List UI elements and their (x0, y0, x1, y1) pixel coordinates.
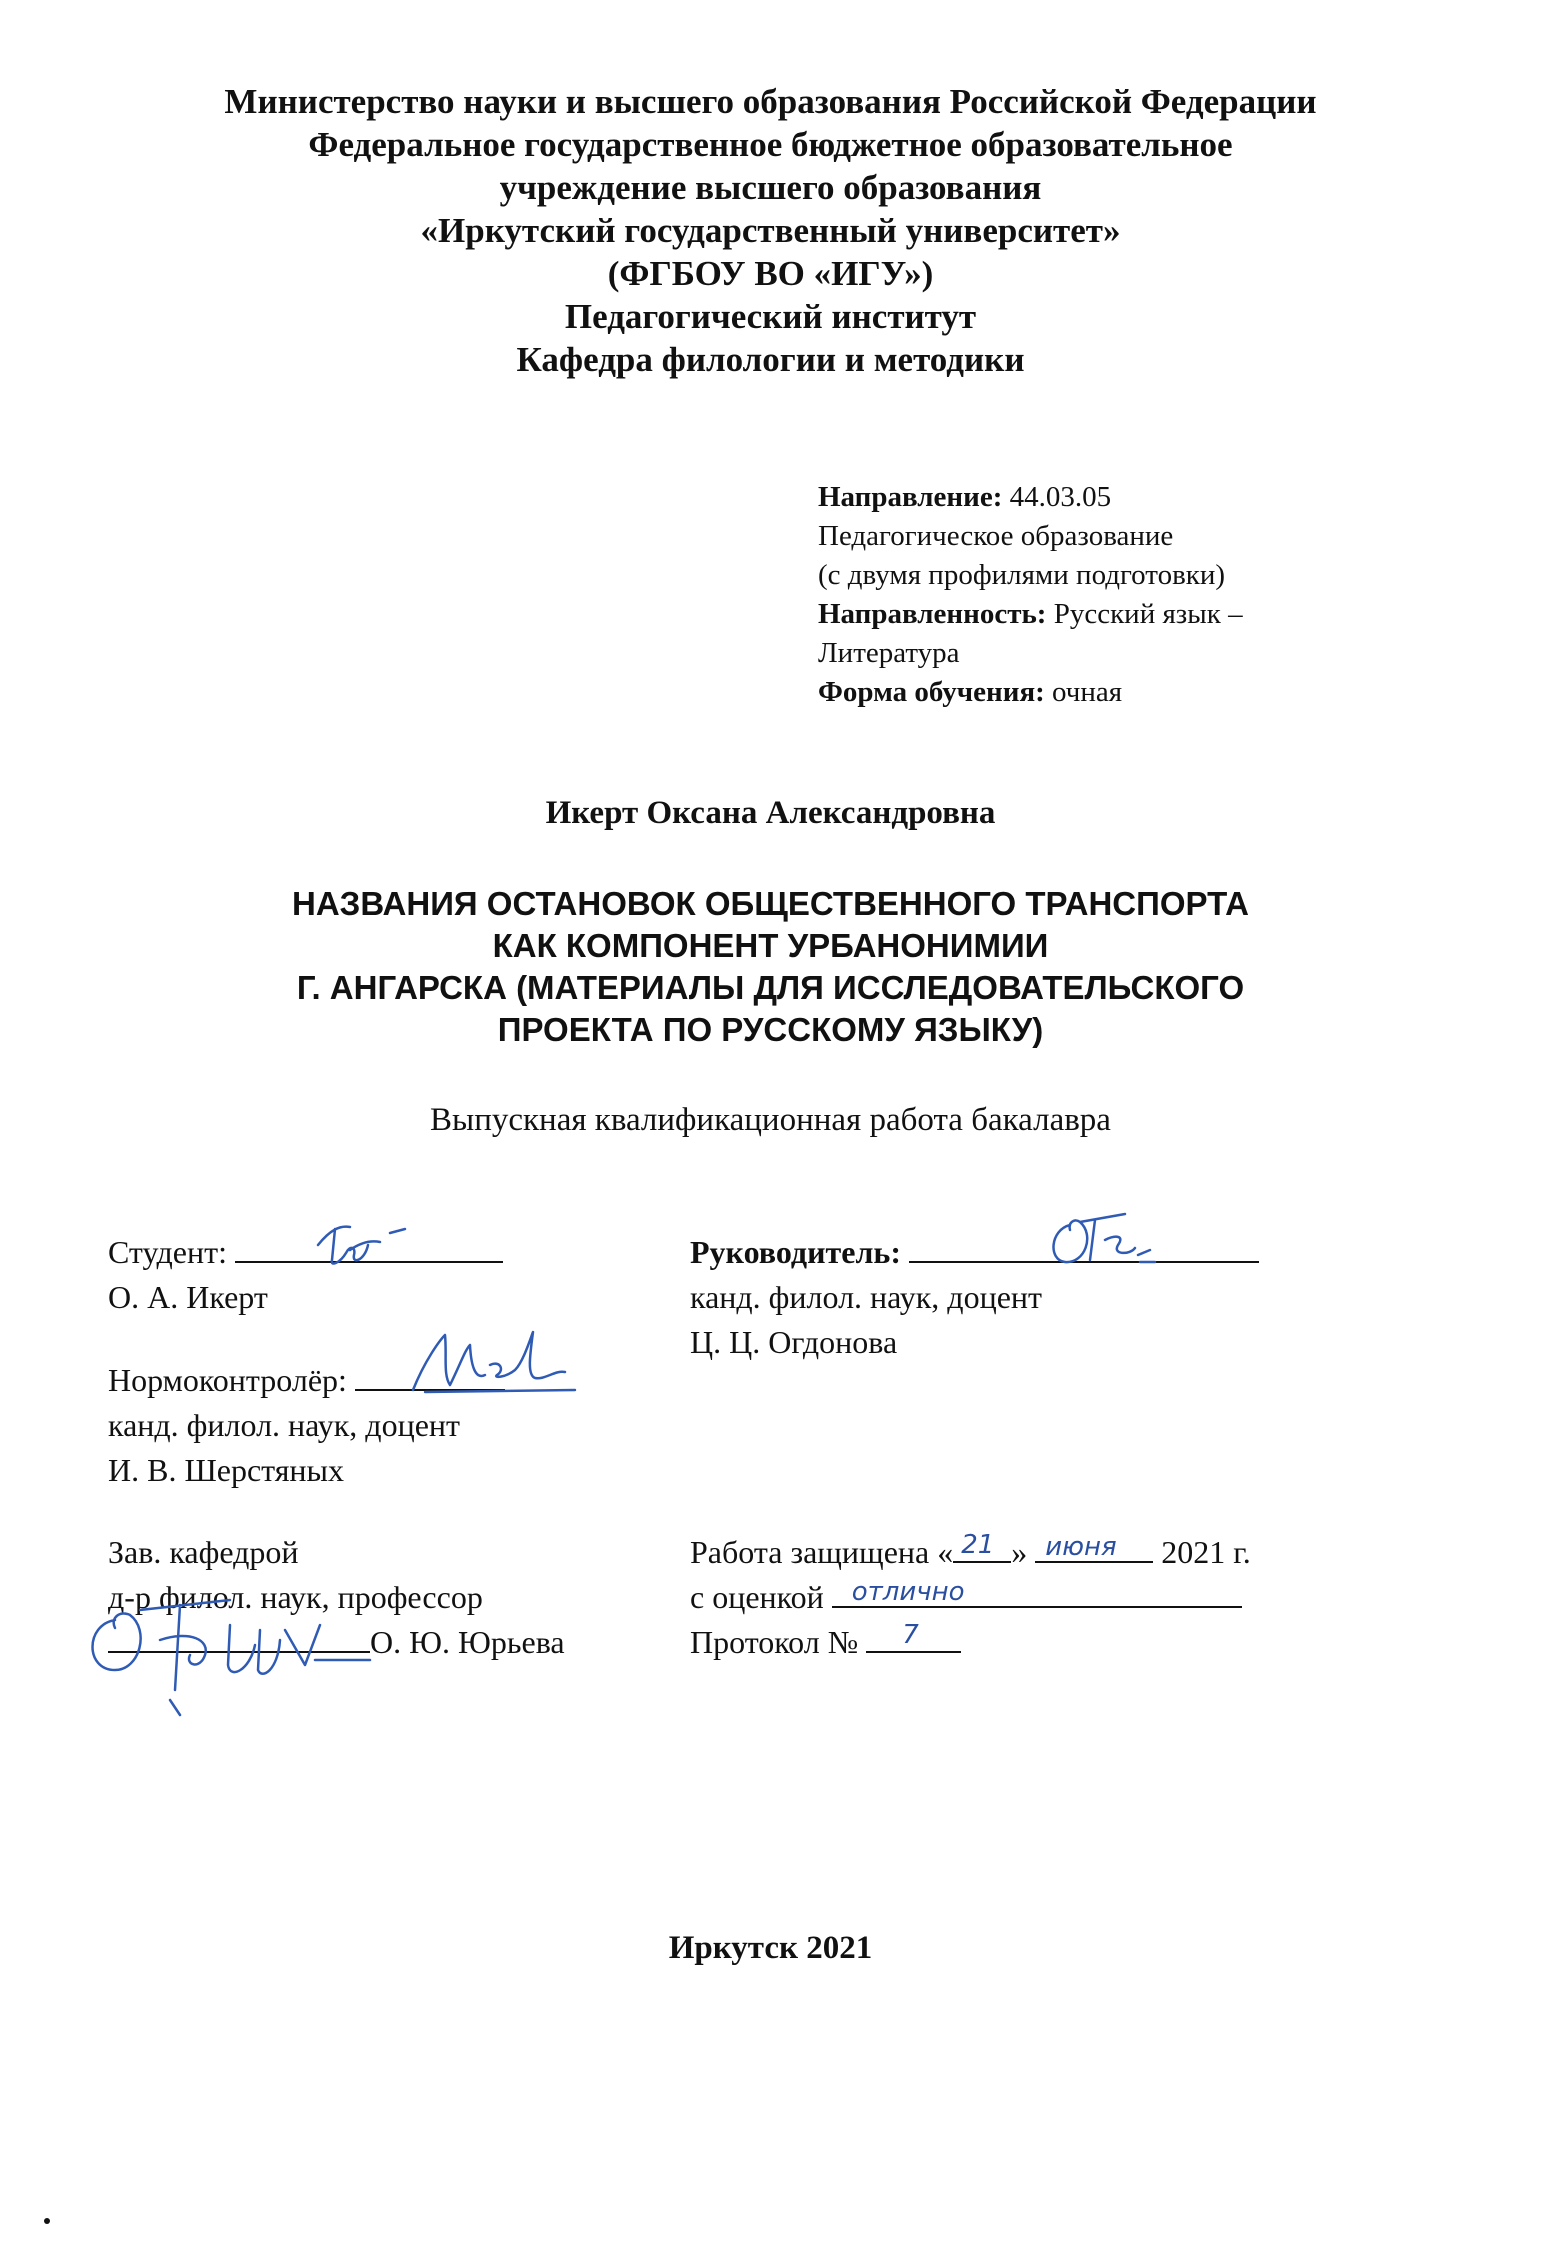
normcontroller-name: И. В. Шерстяных (108, 1452, 345, 1488)
focus-label: Направленность: (818, 598, 1047, 630)
head-degree: д-р филол. наук, профессор (108, 1579, 483, 1615)
grade-label: с оценкой (690, 1579, 824, 1615)
header-line: учреждение высшего образования (499, 168, 1042, 207)
defense-year: 2021 г. (1161, 1534, 1251, 1570)
header-line: «Иркутский государственный университет» (420, 211, 1121, 250)
student-label: Студент: (108, 1234, 227, 1270)
direction-code: 44.03.05 (1009, 481, 1112, 513)
defense-quote: » (1011, 1534, 1028, 1570)
protocol-line (866, 1621, 961, 1653)
defense-month: июня (1045, 1532, 1117, 1562)
protocol-label: Протокол № (690, 1624, 859, 1660)
student-signature (310, 1215, 420, 1275)
title-line: Г. АНГАРСКА (МАТЕРИАЛЫ ДЛЯ ИССЛЕДОВАТЕЛЬСКОГО (296, 969, 1245, 1006)
title-line: НАЗВАНИЯ ОСТАНОВОК ОБЩЕСТВЕННОГО ТРАНСПОРТА (292, 885, 1249, 922)
focus-value: Русский язык – (1053, 598, 1243, 630)
direction-label: Направление: (818, 481, 1003, 513)
city-year: Иркутск 2021 (668, 1930, 873, 1966)
supervisor-label: Руководитель: (690, 1234, 901, 1270)
direction-line2: Педагогическое образование (818, 520, 1174, 552)
defense-month-line (1035, 1531, 1153, 1563)
grade-value: отлично (851, 1577, 965, 1607)
normcontroller-degree: канд. филол. наук, доцент (108, 1407, 461, 1443)
defense-block (690, 1530, 1251, 1665)
header-line: Кафедра филологии и методики (516, 340, 1025, 379)
title-line: КАК КОМПОНЕНТ УРБАНОНИМИИ (492, 927, 1049, 964)
header-line: Министерство науки и высшего образования Российской Федерации (224, 82, 1317, 121)
scan-speck (44, 2218, 50, 2224)
supervisor-degree: канд. филол. наук, доцент (690, 1279, 1043, 1315)
title-line: ПРОЕКТА ПО РУССКОМУ ЯЗЫКУ) (497, 1011, 1044, 1048)
work-type: Выпускная квалификационная работа бакалавра (430, 1102, 1111, 1138)
student-block (108, 1230, 503, 1320)
grade-line (832, 1576, 1242, 1608)
direction-block (818, 478, 1378, 712)
header-line: Педагогический институт (564, 297, 977, 336)
focus-value2: Литература (818, 637, 960, 669)
student-name: О. А. Икерт (108, 1279, 268, 1315)
supervisor-signature (1040, 1200, 1180, 1280)
protocol-number: 7 (902, 1620, 919, 1650)
head-name: О. Ю. Юрьева (370, 1624, 565, 1660)
supervisor-name: Ц. Ц. Огдонова (690, 1324, 898, 1360)
direction-line3: (с двумя профилями подготовки) (818, 559, 1226, 591)
head-signature (80, 1570, 400, 1720)
form-value: очная (1052, 676, 1123, 708)
header-line: (ФГБОУ ВО «ИГУ») (607, 254, 934, 293)
thesis-title (0, 883, 1541, 1051)
defense-prefix: Работа защищена « (690, 1534, 954, 1570)
defense-day: 21 (961, 1530, 995, 1560)
form-label: Форма обучения: (818, 676, 1045, 708)
header-line: Федеральное государственное бюджетное образовательное (308, 125, 1233, 164)
author-name: Икерт Оксана Александровна (545, 795, 996, 831)
institution-header (0, 80, 1541, 381)
defense-day-line (953, 1531, 1011, 1563)
head-label: Зав. кафедрой (108, 1534, 299, 1570)
normcontroller-label: Нормоконтролёр: (108, 1362, 347, 1398)
normcontroller-signature (405, 1320, 580, 1400)
